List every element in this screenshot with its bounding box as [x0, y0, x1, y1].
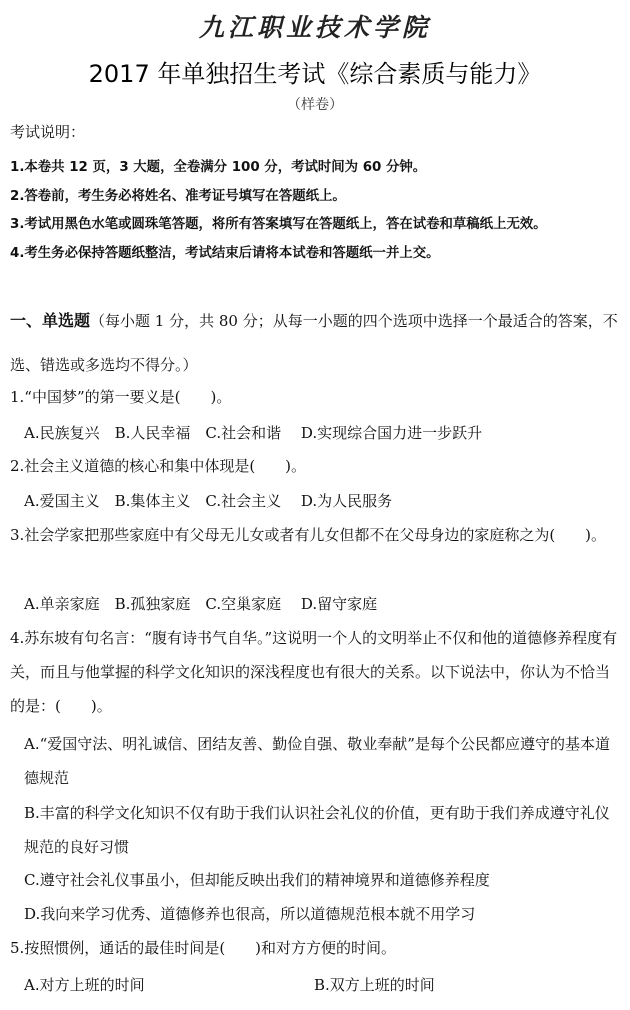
instructions-heading: 考试说明：	[10, 123, 86, 141]
question-2-options: A.爱国主义 B.集体主义 C.社会主义 D.为人民服务	[24, 492, 393, 510]
question-5-stem: 5.按照惯例，通话的最佳时间是( )和对方方便的时间。	[10, 939, 397, 957]
section-description: （每小题 1 分，共 80 分；从每一小题的四个选项中选择一个最适合的答案，不选、错选或多选均不得分。）	[10, 312, 618, 374]
question-4-option-d: D.我向来学习优秀、道德修养也很高，所以道德规范根本就不用学习	[24, 905, 476, 923]
question-3-stem: 3.社会学家把那些家庭中有父母无儿女或者有儿女但都不在父母身边的家庭称之为( )。	[10, 526, 607, 544]
instruction-item-3: 3.考试用黑色水笔或圆珠笔答题，将所有答案填写在答题纸上，答在试卷和草稿纸上无效。	[10, 217, 547, 232]
question-1-stem: 1.“中国梦”的第一要义是( )。	[10, 388, 232, 406]
question-1-options: A.民族复兴 B.人民幸福 C.社会和谐 D.实现综合国力进一步跃升	[24, 424, 483, 442]
section-title: 一、单选题	[10, 311, 91, 330]
question-5-option-a: A.对方上班的时间	[24, 976, 145, 994]
instruction-item-4: 4.考生务必保持答题纸整洁，考试结束后请将本试卷和答题纸一并上交。	[10, 246, 440, 261]
exam-title: 2017 年单独招生考试《综合素质与能力》	[88, 60, 542, 88]
section-heading	[10, 299, 622, 387]
instruction-item-1: 1.本卷共 12 页，3 大题，全卷满分 100 分，考试时间为 60 分钟。	[10, 160, 427, 175]
question-3-options: A.单亲家庭 B.孤独家庭 C.空巢家庭 D.留守家庭	[24, 595, 378, 613]
question-4-option-a: A.“爱国守法、明礼诚信、团结友善、勤俭自强、敬业奉献”是每个公民都应遵守的基本道德规范	[24, 735, 610, 787]
question-4-option-c: C.遵守社会礼仪事虽小，但却能反映出我们的精神境界和道德修养程度	[24, 871, 490, 889]
exam-subtitle: （样卷）	[287, 97, 343, 113]
question-2-stem: 2.社会主义道德的核心和集中体现是( )。	[10, 457, 307, 475]
question-4-stem: 4.苏东坡有句名言：“腹有诗书气自华。”这说明一个人的文明举止不仅和他的道德修养程度有关，而且与他掌握的科学文化知识的深浅程度也有很大的关系。以下说法中，你认为不恰当的是：( )。	[10, 629, 618, 715]
question-5-option-b: B.双方上班的时间	[314, 976, 435, 994]
school-name: 九江职业技术学院	[198, 13, 431, 42]
question-4-option-b: B.丰富的科学文化知识不仅有助于我们认识社会礼仪的价值，更有助于我们养成遵守礼仪规范的良好习惯	[24, 804, 610, 856]
instruction-item-2: 2.答卷前，考生务必将姓名、准考证号填写在答题纸上。	[10, 189, 346, 204]
